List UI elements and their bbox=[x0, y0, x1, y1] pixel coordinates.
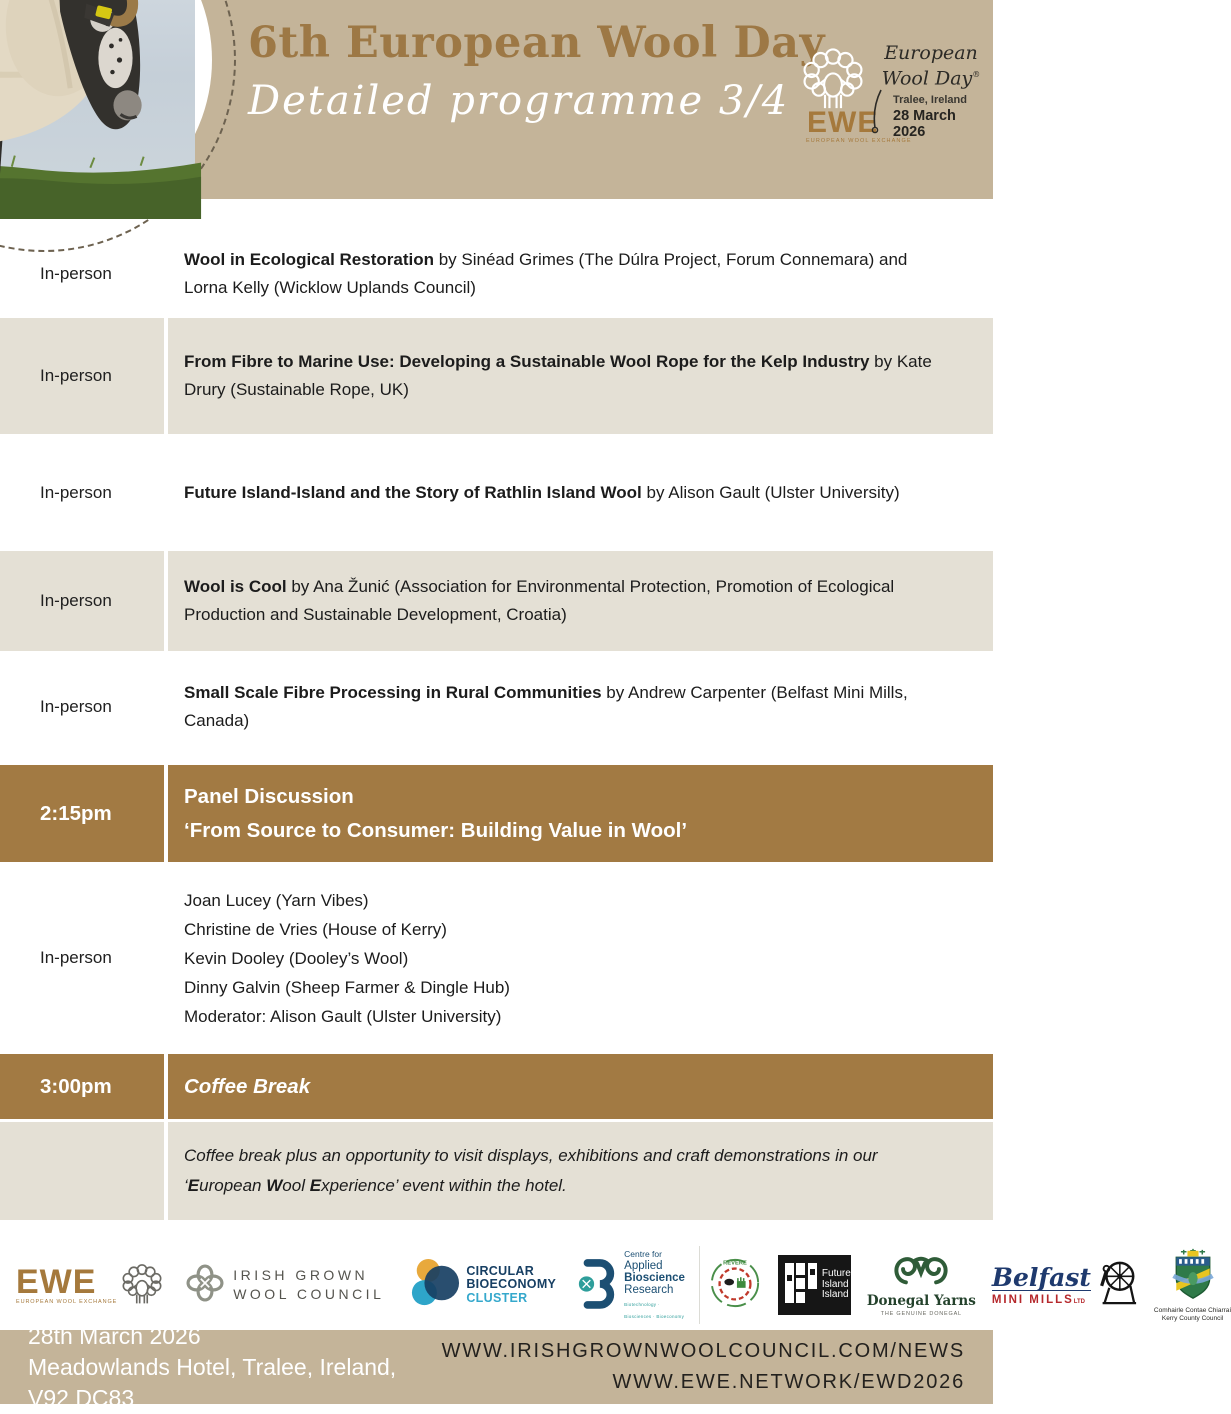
logo-date: 28 March 2026 bbox=[893, 108, 956, 140]
mode-label: In-person bbox=[40, 366, 112, 385]
ewe-subtext: EUROPEAN WOOL EXCHANGE bbox=[806, 138, 912, 144]
panel-title-cell bbox=[168, 765, 993, 862]
panelists-row bbox=[0, 865, 993, 1051]
sheep-outline-icon bbox=[801, 44, 865, 115]
celtic-knot-icon bbox=[187, 1265, 223, 1306]
session-row-3 bbox=[0, 434, 993, 551]
ewd-url-link[interactable]: WWW.EWE.NETWORK/EWD2026 bbox=[612, 1371, 965, 1393]
logo-belfast-mini-mills bbox=[992, 1259, 1138, 1312]
session-title: Small Scale Fibre Processing in Rural Communities bbox=[184, 682, 602, 702]
panel-title-line1: Panel Discussion bbox=[184, 784, 354, 808]
session-title: From Fibre to Marine Use: Developing a Sustainable Wool Rope for the Kelp Industry bbox=[184, 352, 870, 371]
spinning-wheel-icon bbox=[1094, 1259, 1138, 1312]
session-cell bbox=[168, 318, 993, 434]
cabr-applied: Applied bbox=[624, 1259, 663, 1272]
panelists-cell bbox=[168, 865, 993, 1051]
news-url-link[interactable]: WWW.IRISHGROWNWOOLCOUNCIL.COM/NEWS bbox=[441, 1340, 965, 1362]
ewe-wordmark: EWE bbox=[807, 106, 879, 139]
logo-location: Tralee, Ireland bbox=[893, 94, 967, 106]
logo-kerry-county-council bbox=[1154, 1248, 1231, 1323]
logo-future-island-island bbox=[778, 1255, 851, 1315]
panel-title-line2: ‘From Source to Consumer: Building Value in Wool’ bbox=[184, 818, 688, 842]
logo-ewe bbox=[16, 1259, 163, 1312]
cabr-line4: Biotechnology · Biosciences · Bioeconomy bbox=[624, 1301, 685, 1319]
kerry-line2: Kerry County Council bbox=[1161, 1314, 1224, 1322]
session-cell bbox=[168, 434, 993, 551]
logo-script-line1: European bbox=[884, 42, 978, 64]
mode-label: In-person bbox=[40, 591, 112, 610]
belfast-mini-mills bbox=[992, 1294, 1085, 1306]
logo-irish-grown-wool-council bbox=[187, 1265, 384, 1306]
sheep-outline-icon bbox=[121, 1259, 163, 1312]
event-venue: Meadowlands Hotel, Tralee, Ireland, V92 DC83 bbox=[28, 1353, 397, 1411]
session-text bbox=[184, 679, 953, 735]
cabr-bioscience: Bioscience bbox=[624, 1271, 685, 1284]
note-segment: xperience’ event within the hotel. bbox=[321, 1176, 567, 1195]
session-text bbox=[184, 573, 953, 629]
session-text bbox=[184, 479, 953, 507]
logo-script-line2: Wool Day bbox=[881, 67, 973, 90]
page-title: 6th European Wool Day bbox=[248, 18, 825, 68]
cabr-monogram-icon bbox=[576, 1257, 618, 1314]
cbc-line2: BIOECONOMY bbox=[466, 1277, 557, 1292]
footer-bar bbox=[0, 1322, 993, 1411]
mode-label: In-person bbox=[40, 264, 112, 283]
session-text bbox=[184, 348, 953, 404]
event-links bbox=[442, 1336, 965, 1398]
coffee-title-cell bbox=[168, 1054, 993, 1119]
page-subtitle: Detailed programme 3/4 bbox=[248, 78, 790, 124]
time-label: 3:00pm bbox=[40, 1074, 112, 1098]
note-segment: Coffee break plus an opportunity to visit displays, exhibitions and craft demonstrations in our ‘ bbox=[184, 1146, 878, 1195]
fii-line1: Future bbox=[821, 1268, 851, 1280]
session-detail: by Kate Drury (Sustainable Rope, UK) bbox=[184, 352, 932, 399]
logo-donegal-yarns bbox=[867, 1254, 976, 1317]
session-text bbox=[184, 246, 953, 302]
header-titles bbox=[248, 18, 825, 124]
logo-applied-bioscience-research bbox=[576, 1248, 685, 1323]
session-cell bbox=[168, 551, 993, 651]
note-segment: ool bbox=[282, 1176, 310, 1195]
belfast-ltd: LTD bbox=[1073, 1298, 1086, 1305]
ewe-wordmark: EWE bbox=[16, 1263, 97, 1301]
session-title: Wool in Ecological Restoration bbox=[184, 250, 434, 269]
belfast-mini: MINI bbox=[991, 1293, 1025, 1306]
note-bold: E bbox=[309, 1176, 322, 1195]
session-row-4 bbox=[0, 551, 993, 651]
session-detail: by Ana Žunić (Association for Environmental Protection, Promotion of Ecological Production and Sustainable Development, Croatia) bbox=[184, 577, 895, 624]
session-row-2 bbox=[0, 318, 993, 434]
coffee-note-row bbox=[0, 1122, 993, 1220]
panelist-name: Moderator: Alison Gault (Ulster University) bbox=[184, 1006, 502, 1026]
coffee-break-title: Coffee Break bbox=[184, 1074, 311, 1098]
session-cell bbox=[168, 651, 993, 762]
ewe-subtext: EUROPEAN WOOL EXCHANGE bbox=[16, 1299, 118, 1305]
mode-cell bbox=[0, 865, 164, 1051]
strip-divider bbox=[699, 1246, 700, 1324]
time-cell bbox=[0, 765, 164, 862]
cbc-line3: CLUSTER bbox=[466, 1290, 528, 1305]
revere-label: REVERE bbox=[723, 1260, 747, 1267]
logo-revere bbox=[708, 1256, 762, 1315]
session-row-5 bbox=[0, 651, 993, 762]
mode-label: In-person bbox=[40, 482, 112, 502]
logo-circular-bioeconomy-cluster bbox=[410, 1257, 556, 1314]
event-details bbox=[28, 1321, 442, 1414]
overlapping-circles-icon bbox=[410, 1257, 460, 1314]
panel-time-row bbox=[0, 762, 993, 865]
event-date: 28th March 2026 bbox=[28, 1322, 201, 1349]
belfast-script: Belfast bbox=[991, 1262, 1091, 1292]
panelist-name: Joan Lucey (Yarn Vibes) bbox=[184, 890, 369, 910]
kerry-crest-icon bbox=[1171, 1248, 1215, 1305]
donegal-yarns-name: Donegal Yarns bbox=[866, 1292, 976, 1309]
cbc-line1: CIRCULAR bbox=[466, 1263, 535, 1278]
cabr-line3: Research bbox=[624, 1283, 674, 1296]
kerry-line1: Comhairle Contae Chiarraí bbox=[1153, 1306, 1231, 1314]
note-bold: E bbox=[187, 1176, 200, 1195]
mode-cell bbox=[0, 318, 164, 434]
session-cell bbox=[168, 230, 993, 318]
coffee-note-cell bbox=[168, 1122, 993, 1220]
time-label: 2:15pm bbox=[40, 801, 112, 825]
needle-icon bbox=[865, 88, 887, 141]
mode-label: In-person bbox=[40, 696, 112, 716]
coffee-note-text bbox=[184, 1141, 953, 1201]
session-title: Wool is Cool bbox=[184, 577, 287, 596]
schedule-table bbox=[0, 199, 993, 1220]
partner-logo-strip bbox=[0, 1240, 1231, 1330]
sheep-photo bbox=[0, 0, 212, 230]
fii-grid-icon bbox=[784, 1261, 818, 1310]
belfast-mills: MILLS bbox=[1029, 1293, 1074, 1306]
registered-mark: ® bbox=[972, 70, 981, 79]
mode-label: In-person bbox=[40, 948, 112, 967]
session-detail: by Alison Gault (Ulster University) bbox=[641, 482, 900, 502]
european-wool-day-logo bbox=[793, 42, 983, 167]
logo-script-text bbox=[879, 42, 983, 89]
cabr-line1: Centre for bbox=[624, 1248, 662, 1259]
ram-horns-icon bbox=[890, 1254, 952, 1293]
note-bold: W bbox=[266, 1176, 283, 1195]
empty-cell bbox=[0, 1122, 164, 1220]
panelist-name: Christine de Vries (House of Kerry) bbox=[184, 919, 447, 939]
fii-line2: Island bbox=[821, 1278, 849, 1290]
note-segment: uropean bbox=[199, 1176, 267, 1195]
session-row-1 bbox=[0, 230, 993, 318]
mode-cell bbox=[0, 551, 164, 651]
time-cell bbox=[0, 1054, 164, 1119]
fii-line3: Island bbox=[821, 1289, 849, 1301]
session-detail: by Andrew Carpenter (Belfast Mini Mills, Canada) bbox=[184, 682, 908, 730]
igwc-line2: WOOL COUNCIL bbox=[233, 1286, 385, 1302]
igwc-line1: IRISH GROWN bbox=[233, 1267, 369, 1283]
coffee-time-row bbox=[0, 1051, 993, 1122]
donegal-yarns-sub: THE GENUINE DONEGAL bbox=[880, 1310, 962, 1317]
header bbox=[0, 0, 993, 199]
session-title: Future Island-Island and the Story of Rathlin Island Wool bbox=[184, 482, 642, 502]
session-detail: by Sinéad Grimes (The Dúlra Project, Forum Connemara) and Lorna Kelly (Wicklow Uplands Council) bbox=[184, 250, 908, 297]
revere-badge-icon bbox=[708, 1256, 762, 1315]
panelist-name: Kevin Dooley (Dooley’s Wool) bbox=[184, 948, 409, 968]
cabr-line2 bbox=[624, 1260, 685, 1284]
mode-cell bbox=[0, 651, 164, 762]
mode-cell bbox=[0, 434, 164, 551]
mode-cell bbox=[0, 230, 164, 318]
panelist-name: Dinny Galvin (Sheep Farmer & Dingle Hub) bbox=[184, 977, 510, 997]
